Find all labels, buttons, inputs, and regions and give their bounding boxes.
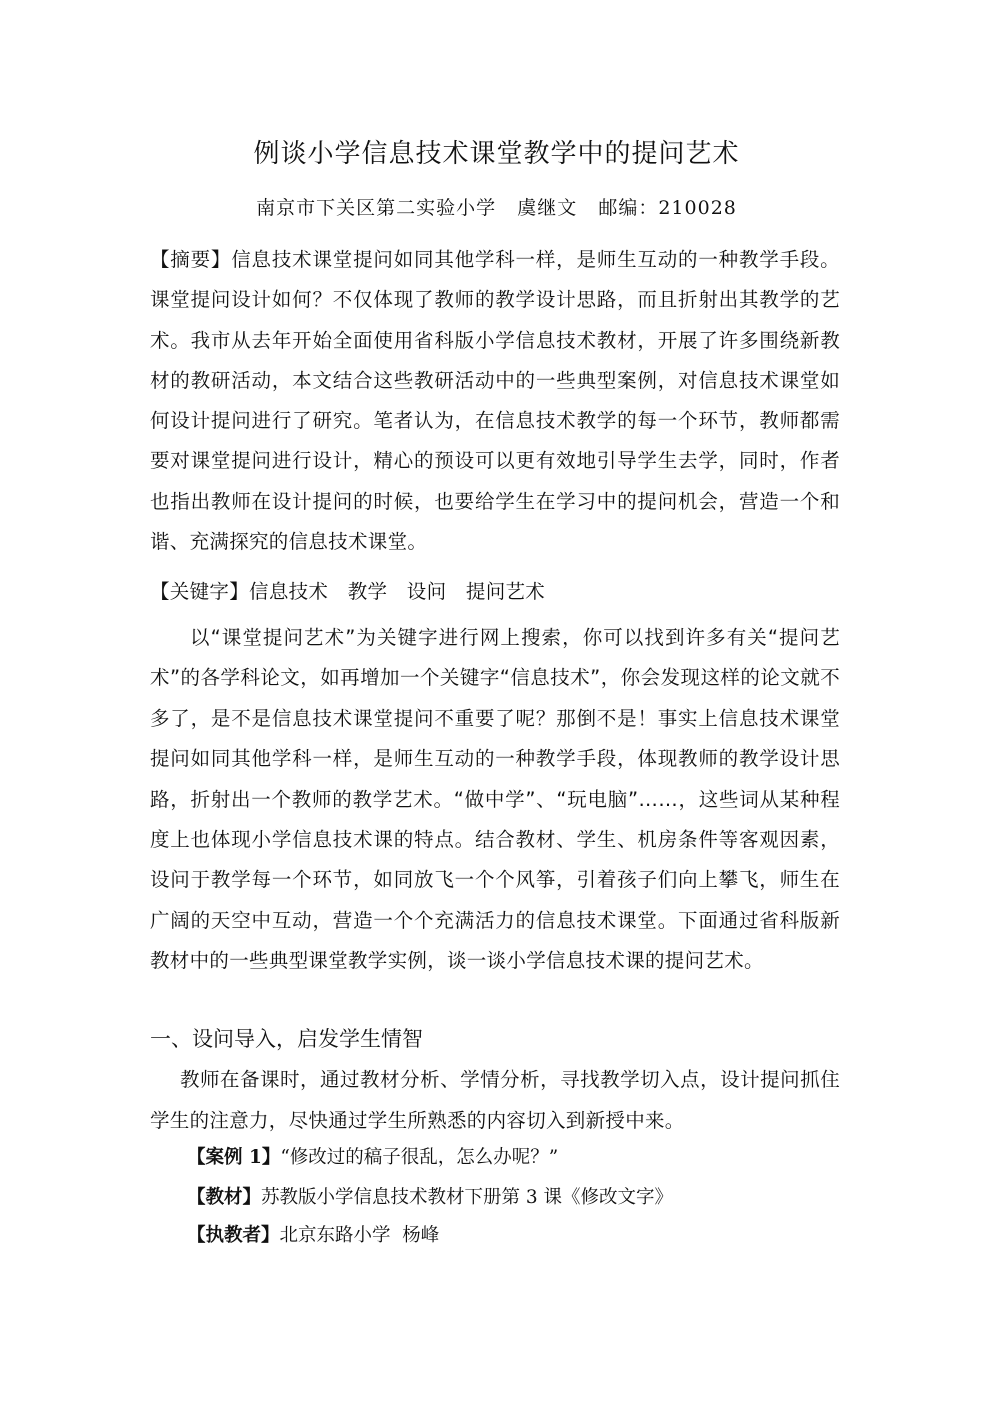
body-paragraph-section1: 教师在备课时，通过教材分析、学情分析，寻找教学切入点，设计提问抓住学生的注意力，尽快通过学生所熟悉的内容切入到新授中来。 <box>150 1068 840 1132</box>
case-teacher-line <box>187 1220 439 1252</box>
textbook-text: 苏教版小学信息技术教材下册第 3 课《修改文字》 <box>261 1187 674 1208</box>
body-paragraph-intro: 以“课堂提问艺术”为关键字进行网上搜索，你可以找到许多有关“提问艺术”的各学科论文，如再增加一个关键字“信息技术”，你会发现这样的论文就不多了，是不是信息技术课堂提问不重要了呢？那倒不是！事实上信息技术课堂提问如同其他学科一样，是师生互动的一种教学手段，体现教师的教学设计思路，折射出一个教师的教学艺术。“做中学”、“玩电脑”……，这些词从某种程度上也体现小学信息技术课的特点。结合教材、学生、机房条件等客观因素，设问于教学每一个环节，如同放飞一个个风筝，引着孩子们向上攀飞，师生在广阔的天空中互动，营造一个个充满活力的信息技术课堂。下面通过省科版新教材中的一些典型课堂教学实例，谈一谈小学信息技术课的提问艺术。 <box>150 626 840 973</box>
teacher-label: 【执教者】 <box>187 1225 280 1246</box>
case-title-line <box>187 1142 558 1174</box>
textbook-label: 【教材】 <box>187 1187 262 1208</box>
paper-title: 例谈小学信息技术课堂教学中的提问艺术 <box>253 139 740 169</box>
abstract-label: 【摘要】 <box>150 248 232 271</box>
teacher-text: 北京东路小学 杨峰 <box>279 1225 440 1246</box>
case-label: 【案例 1】 <box>187 1147 281 1168</box>
keywords-line <box>150 572 840 612</box>
case-textbook-line <box>187 1182 673 1214</box>
keywords-text: 信息技术 教学 设问 提问艺术 <box>249 580 546 603</box>
case-title: “修改过的稿子很乱，怎么办呢？” <box>280 1147 559 1168</box>
abstract-paragraph <box>150 240 840 562</box>
author-byline: 南京市下关区第二实验小学 虞继文 邮编：210028 <box>256 197 737 219</box>
abstract-text: 信息技术课堂提问如同其他学科一样，是师生互动的一种教学手段。课堂提问设计如何？不仅体现了教师的教学设计思路，而且折射出其教学的艺术。我市从去年开始全面使用省科版小学信息技术教材，开展了许多围绕新教材的教研活动，本文结合这些教研活动中的一些典型案例，对信息技术课堂如何设计提问进行了研究。笔者认为，在信息技术教学的每一个环节，教师都需要对课堂提问进行设计，精心的预设可以更有效地引导学生去学，同时，作者也指出教师在设计提问的时候，也要给学生在学习中的提问机会，营造一个和谐、充满探究的信息技术课堂。 <box>150 248 840 554</box>
keywords-label: 【关键字】 <box>150 580 250 603</box>
section-heading-1: 一、设问导入，启发学生情智 <box>150 1027 423 1051</box>
